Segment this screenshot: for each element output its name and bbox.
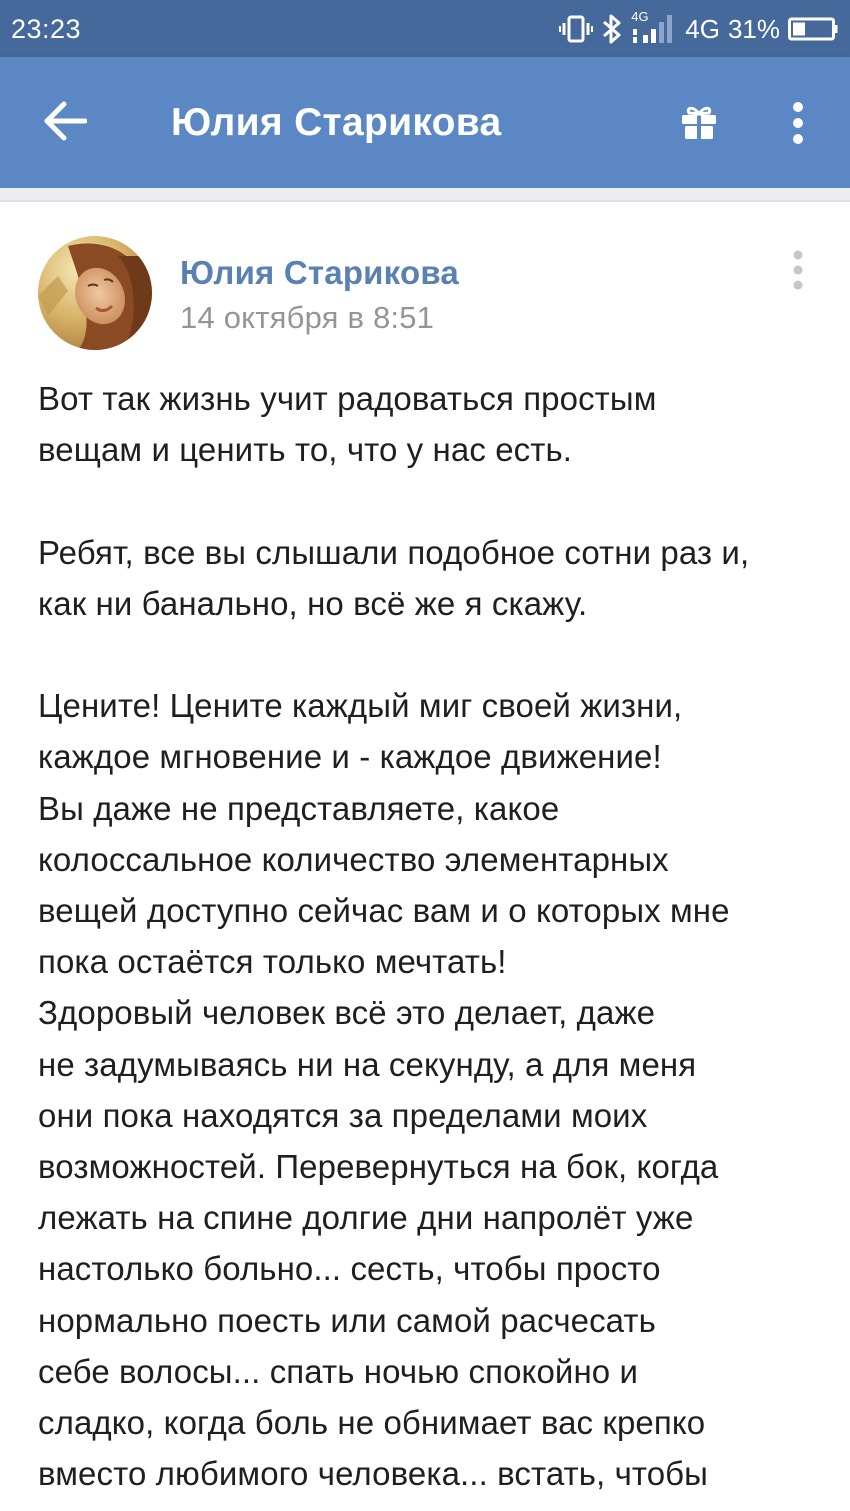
post-line: вещей доступно сейчас вам и о которых мне (38, 892, 730, 929)
vibrate-icon (559, 14, 593, 44)
post-line (38, 629, 838, 680)
post-line: каждое мгновение и - каждое движение! (38, 738, 662, 776)
post-line: Цените! Цените каждый миг своей жизни, (38, 687, 683, 725)
signal-icon (631, 9, 677, 45)
post-more-button[interactable] (780, 246, 816, 298)
post-line: сладко, когда боль не обнимает вас крепко (38, 1404, 706, 1442)
battery-icon (788, 17, 838, 41)
toolbar (0, 57, 850, 188)
post-line: нормально поесть или самой расчесать (38, 1301, 656, 1339)
post-date: 14 октября в 8:51 (180, 300, 435, 335)
page-title: Юлия Старикова (171, 101, 502, 144)
status-time: 23:23 (11, 14, 82, 44)
more-vertical-icon (792, 102, 804, 149)
back-arrow-icon (43, 101, 87, 146)
avatar[interactable] (38, 236, 152, 350)
post-line: вещам и ценить то, что у нас есть. (38, 431, 573, 469)
post-card (0, 200, 850, 1511)
back-button[interactable] (34, 95, 96, 151)
post-line: Здоровый человек всё это делает, даже (38, 994, 656, 1032)
gift-icon (680, 104, 718, 145)
post-line: пока остаётся только мечтать! (38, 943, 507, 981)
post-line: Вы даже не представляете, какое (38, 789, 560, 827)
network-small-label: 4G (631, 9, 649, 24)
network-label: 4G (685, 13, 720, 44)
post-line: не задумываясь ни на секунду, а для меня (38, 1045, 697, 1083)
post-line: они пока находятся за пределами моих (38, 1096, 648, 1134)
bluetooth-icon (601, 13, 623, 45)
more-vertical-icon (793, 250, 803, 295)
status-icons (559, 9, 838, 46)
post-line: колоссальное количество элементарных (38, 840, 669, 878)
post-line: лежать на спине долгие дни напролёт уже (38, 1199, 694, 1237)
send-gift-button[interactable] (672, 97, 726, 151)
header-separator (0, 188, 850, 200)
post-line: Вот так жизнь учит радоваться простым (38, 380, 657, 417)
post-line: настолько больно... сесть, чтобы просто (38, 1250, 661, 1288)
more-options-button[interactable] (778, 97, 818, 153)
post-line: себе волосы... спать ночью спокойно и (38, 1352, 639, 1390)
post-author-link[interactable]: Юлия Старикова (180, 254, 459, 291)
status-bar (0, 0, 850, 57)
post-line: вместо любимого человека... встать, чтобы (38, 1455, 708, 1493)
post-text (38, 373, 838, 1499)
post-line: как ни банально, но всё же я скажу. (38, 584, 588, 622)
post-line (38, 475, 838, 526)
post-line: Ребят, все вы слышали подобное сотни раз и, (38, 533, 750, 571)
card-divider (0, 200, 850, 202)
post-line: возможностей. Перевернуться на бок, когда (38, 1148, 719, 1186)
battery-label: 31% (727, 13, 780, 44)
